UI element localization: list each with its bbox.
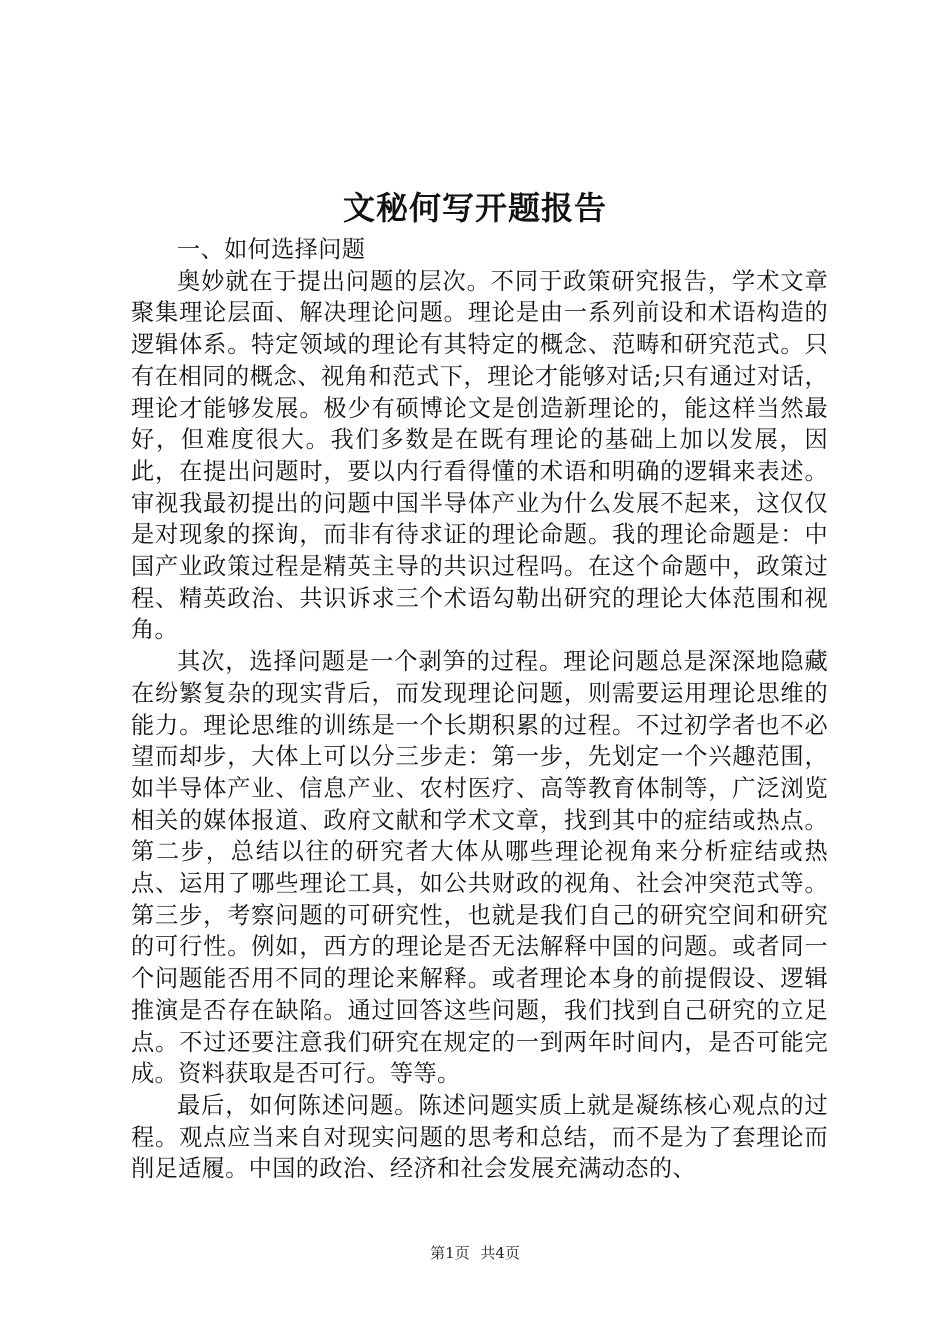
paragraph-2: 其次，选择问题是一个剥笋的过程。理论问题总是深深地隐藏在纷繁复杂的现实背后，而发现理论问题，则需要运用理论思维的能力。理论思维的训练是一个长期积累的过程。不过初学者也不必望而却步，大体上可以分三步走：第一步，先划定一个兴趣范围，如半导体产业、信息产业、农村医疗、高等教育体制等，广泛浏览相关的媒体报道、政府文献和学术文章，找到其中的症结或热点。第二步，总结以往的研究者大体从哪些理论视角来分析症结或热点、运用了哪些理论工具，如公共财政的视角、社会冲突范式等。第三步，考察问题的可研究性，也就是我们自己的研究空间和研究的可行性。例如，西方的理论是否无法解释中国的问题。或者同一个问题能否用不同的理论来解释。或者理论本身的前提假设、逻辑推演是否存在缺陷。通过回答这些问题，我们找到自己研究的立足点。不过还要注意我们研究在规定的一到两年时间内，是否可能完成。资料获取是否可行。等等。: [131, 648, 828, 1088]
section-heading: 一、如何选择问题: [177, 236, 366, 263]
paragraph-3: 最后，如何陈述问题。陈述问题实质上就是凝练核心观点的过程。观点应当来自对现实问题的思考和总结，而不是为了套理论而削足适履。中国的政治、经济和社会发展充满动态的、: [131, 1091, 828, 1183]
page-total: 共4页: [480, 1244, 520, 1262]
paragraph-1: 奥妙就在于提出问题的层次。不同于政策研究报告，学术文章聚集理论层面、解决理论问题。理论是由一系列前设和术语构造的逻辑体系。特定领域的理论有其特定的概念、范畴和研究范式。只有在相同的概念、视角和范式下，理论才能够对话;只有通过对话，理论才能够发展。极少有硕博论文是创造新理论的，能这样当然最好，但难度很大。我们多数是在既有理论的基础上加以发展，因此，在提出问题时，要以内行看得懂的术语和明确的逻辑来表述。审视我最初提出的问题中国半导体产业为什么发展不起来，这仅仅是对现象的探询，而非有待求证的理论命题。我的理论命题是：中国产业政策过程是精英主导的共识过程吗。在这个命题中，政策过程、精英政治、共识诉求三个术语勾勒出研究的理论大体范围和视角。: [131, 267, 828, 644]
page-footer: [0, 1243, 950, 1263]
document-body: [131, 234, 828, 1185]
page-number: 第1页: [430, 1244, 470, 1262]
document-title: 文秘何写开题报告: [342, 189, 607, 227]
